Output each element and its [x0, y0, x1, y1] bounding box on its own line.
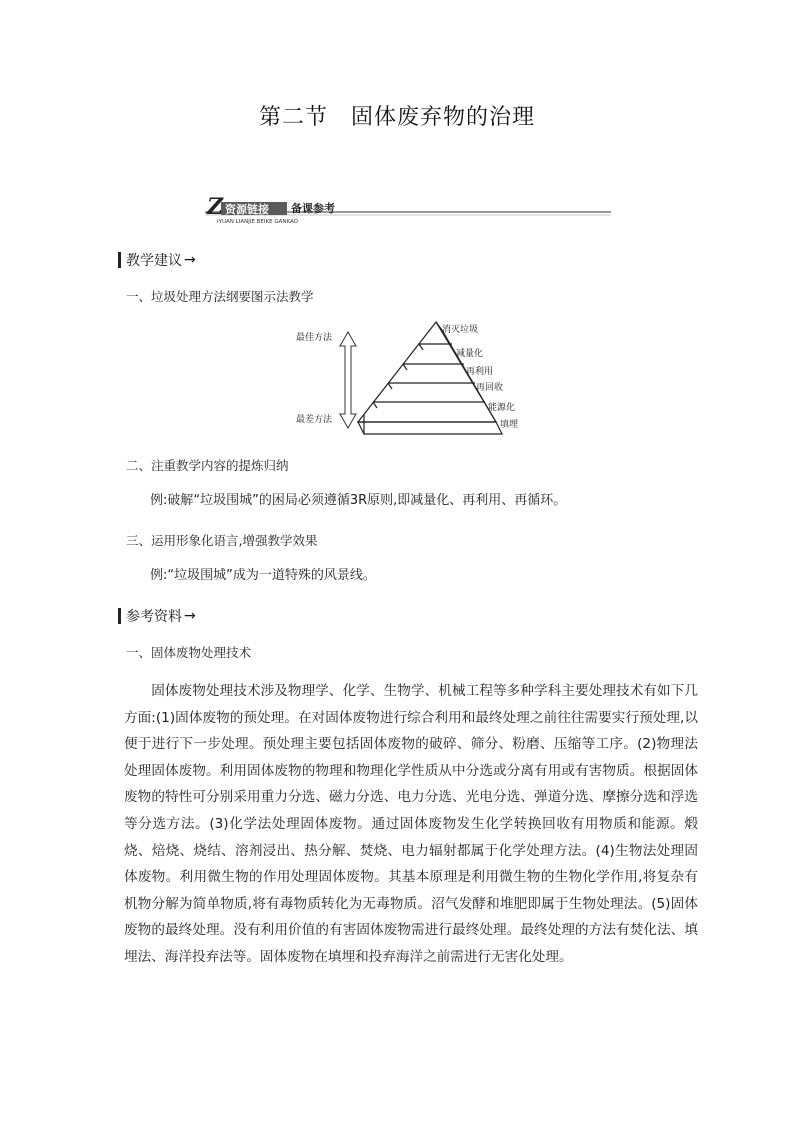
arrow-icon: → [184, 252, 196, 268]
teaching-example-2: 例:破解“垃圾围城”的困局必须遵循3R原则,即减量化、再利用、再循环。 [150, 493, 567, 508]
arrow-icon: → [184, 608, 196, 624]
pyramid-level-5: 能源化 [488, 403, 516, 413]
waste-pyramid-diagram [292, 316, 532, 440]
pyramid-level-4: 再回收 [476, 383, 504, 393]
pyramid-level-3: 再利用 [466, 367, 494, 377]
double-arrow-icon [340, 332, 356, 428]
teaching-heading-text: 教学建议 [126, 253, 182, 269]
teaching-heading [118, 250, 196, 270]
worst-method-label: 最差方法 [296, 415, 333, 425]
heading-bar [118, 252, 121, 268]
pyramid-level-6: 填埋 [500, 420, 519, 430]
banner-side-text: 备课参考 [291, 202, 335, 215]
teaching-item-1: 一、垃圾处理方法纲要图示法教学 [126, 289, 314, 304]
reference-item-1: 一、固体废物处理技术 [126, 645, 252, 660]
best-method-label: 最佳方法 [296, 333, 333, 343]
banner-subtitle: IYUAN LIANJIE BEIKE GANKAO [217, 219, 299, 224]
reference-paragraph: 固体废物处理技术涉及物理学、化学、生物学、机械工程等多种学科主要处理技术有如下几方面:(1)固体废物的预处理。在对固体废物进行综合利用和最终处理之前往往需要实行预处理,以便于进行下一步处理。预处理主要包括固体废物的破碎、筛分、粉磨、压缩等工序。(2)物理法处理固体废物。利用固体废物的物理和物理化学性质从中分选或分离有用或有害物质。根据固体废物的特性可分别采用重力分选、磁力分选、电力分选、光电分选、弹道分选、摩擦分选和浮选等分选方法。(3)化学法处理固体废物。通过固体废物发生化学转换回收有用物质和能源。煅烧、焙烧、烧结、溶剂浸出、热分解、焚烧、电力辐射都属于化学处理方法。(4)生物法处理固体废物。利用微生物的作用处理固体废物。其基本原理是利用微生物的生物化学作用,将复杂有机物分解为简单物质,将有毒物质转化为无毒物质。沼气发酵和堆肥即属于生物处理法。(5)固体废物的最终处理。没有利用价值的有害固体废物需进行最终处理。最终处理的方法有焚化法、填埋法、海洋投弃法等。固体废物在填埋和投弃海洋之前需进行无害化处理。 [124, 683, 698, 965]
reference-heading [118, 606, 196, 626]
reference-heading-text: 参考资料 [126, 609, 182, 625]
teaching-example-3: 例:“垃圾围城”成为一道特殊的风景线。 [150, 568, 376, 583]
section-banner [205, 194, 611, 224]
banner-logo-letter: Z [207, 194, 224, 220]
heading-bar [118, 608, 121, 624]
pyramid-level-2: 减量化 [456, 349, 484, 359]
pyramid-level-1: 消灭垃圾 [442, 325, 479, 335]
teaching-item-2: 二、注重教学内容的提炼归纳 [126, 458, 289, 473]
pyramid-shape [358, 322, 502, 434]
page-title: 第二节 固体废弃物的治理 [258, 105, 535, 130]
teaching-item-3: 三、运用形象化语言,增强教学效果 [126, 533, 318, 548]
banner-main-text: 资源链接 [225, 203, 269, 216]
